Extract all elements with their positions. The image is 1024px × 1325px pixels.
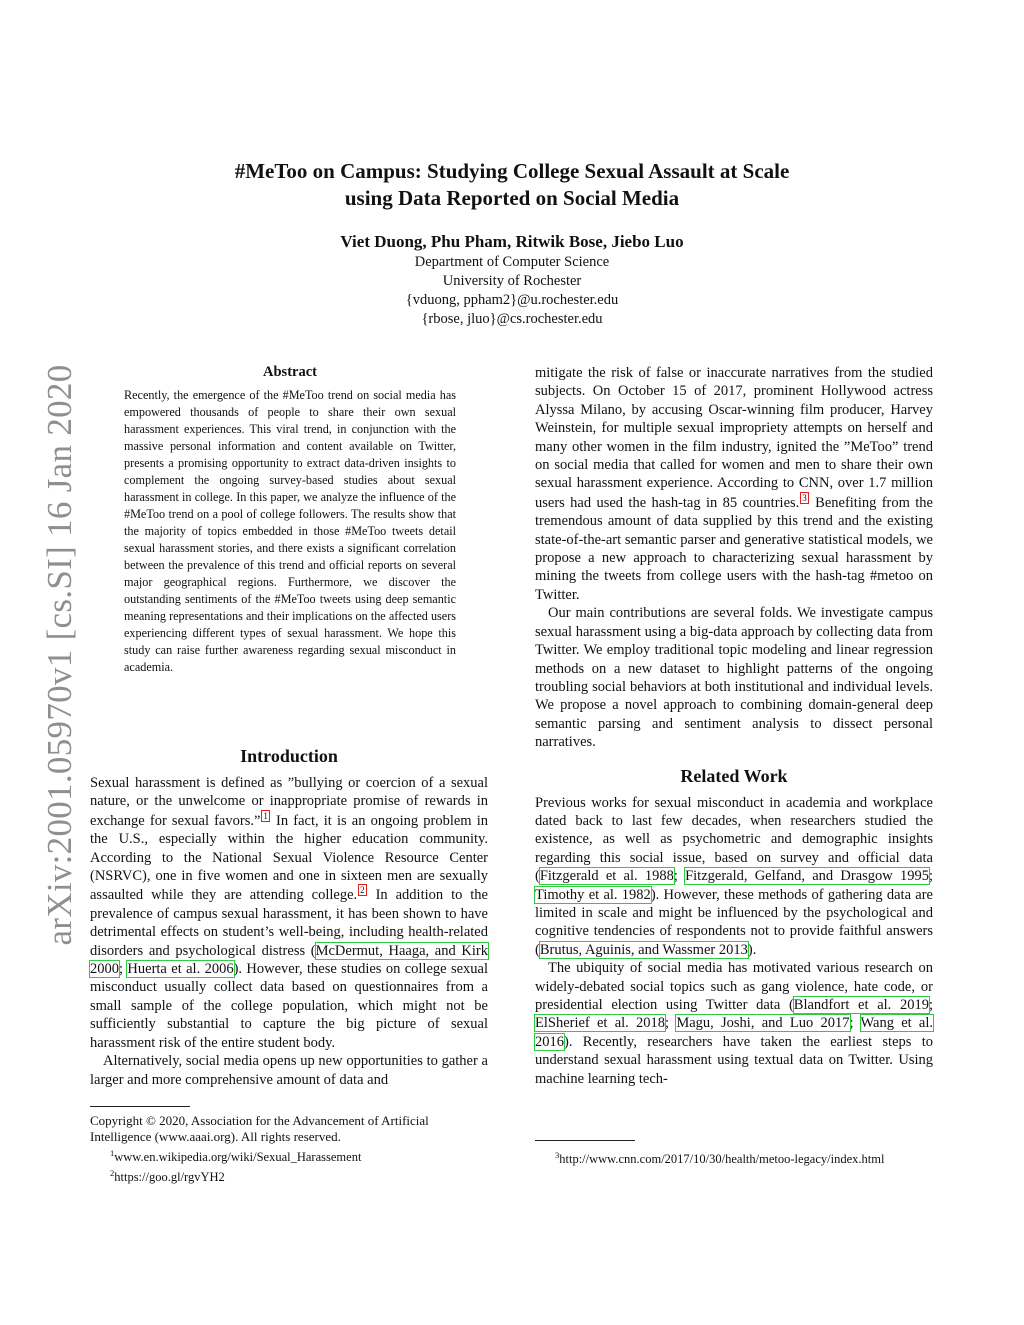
abstract-text: Recently, the emergence of the #MeToo trend on social media has empowered thousands of people to share their own sexual harassment experiences. This viral trend, in conjunction with the massive personal information and content available on Twitter, presents a promising opportunity to extract data-driven insights to complement the ongoing survey-based studies about sexual harassment in college. In this paper, we analyze the influence of the #MeToo trend on a pool of college followers. The results show that the majority of topics embedded in those #MeToo tweets detail sexual harassment stories, and there exists a significant correlation between the prevalence of this trend and official reports on several major geographical regions. Furthermore, we discover the outstanding sentiments of the #MeToo tweets using deep semantic meaning representations and their implications on the affected users experiencing different types of sexual harassment. We hope this study can raise further awareness regarding sexual misconduct in academia. xyxy=(124,388,456,674)
citation-link[interactable]: Fitzgerald et al. 1988 xyxy=(539,868,674,885)
citation-link[interactable]: Timothy et al. 1982 xyxy=(535,886,651,903)
email-line-1: {vduong, ppham2}@u.rochester.edu xyxy=(405,292,619,308)
university: University of Rochester xyxy=(442,273,582,289)
abstract-section xyxy=(124,364,456,676)
contributions-paragraph: Our main contributions are several folds. We investigate campus sexual harassment using a big-data approach by collecting data from Twitter. We employ traditional topic modeling and linear regression methods on a new dataset to highlight patterns of the ongoing troubling social behaviors at both institutional and individual levels. We propose a novel approach to combining domain-general deep semantic parsing and sentiment analysis to dissect personal narratives. xyxy=(535,605,933,751)
citation-separator: ; xyxy=(928,868,933,885)
related-text-d: The ubiquity of social media has motivated various research on widely-debated social topics such as gang violence, hate code, or presidential election using Twitter data ( xyxy=(535,960,933,1013)
author-list: Viet Duong, Phu Pham, Ritwik Bose, Jiebo Luo xyxy=(340,232,684,251)
footnote-3-mark: 3 xyxy=(555,1150,560,1160)
citation-separator: ; xyxy=(673,868,686,885)
right-column xyxy=(535,364,933,1088)
footnote-1-mark: 1 xyxy=(110,1148,115,1158)
footnote-link-2[interactable]: 2 xyxy=(360,885,365,896)
related-text-e: ). Recently, researchers have taken the earliest steps to understand sexual harassment using textual data on Twitter. Using machine learning tech- xyxy=(535,1033,933,1087)
related-text-b: ). However, these methods of gathering data are limited in scale and might be influenced by the psychological and cognitive tendencies of respondents not to provide faithful answers ( xyxy=(535,886,933,958)
paper-title xyxy=(120,158,904,212)
department: Department of Computer Science xyxy=(414,254,610,270)
related-work-paragraph-2 xyxy=(535,959,933,1088)
footnote-1-text: www.en.wikipedia.org/wiki/Sexual_Harassement xyxy=(114,1150,362,1164)
related-work-paragraph-1 xyxy=(535,794,933,960)
footnote-rule xyxy=(535,1140,635,1141)
affiliation xyxy=(120,253,904,329)
right-footnotes xyxy=(535,1132,933,1167)
related-work-heading: Related Work xyxy=(680,765,788,786)
intro-text-a: Sexual harassment is defined as ”bullying or coercion of a sexual nature, or the unwelcome or inappropriate promise of rewards in exchange for sexual favors.” xyxy=(90,775,488,829)
intro-text-c: In addition to the prevalence of campus sexual harassment, it has been shown to have detrimental effects on student’s well-being, including health-related disorders and psychological distress ( xyxy=(90,887,488,959)
footnote-link-1[interactable]: 1 xyxy=(263,810,268,821)
citation-link[interactable]: Blandfort et al. 2019 xyxy=(793,997,929,1013)
citation-link[interactable]: Magu, Joshi, and Luo 2017 xyxy=(676,1015,850,1032)
citation-link[interactable]: Huerta et al. 2006 xyxy=(127,961,234,978)
citation-separator: ; xyxy=(928,997,933,1013)
introduction-continuation xyxy=(535,364,933,604)
citation-link[interactable]: ElSherief et al. 2018 xyxy=(535,1015,666,1032)
citation-link[interactable]: Wang et al. 2016 xyxy=(535,1015,934,1050)
copyright-notice: Copyright © 2020, Association for the Advancement of Artificial Intelligence (www.aaai.org). All rights reserved. xyxy=(90,1113,429,1144)
intro-text-b: In fact, it is an ongoing problem in the U.S., especially within the higher education community. According to the National Sexual Violence Resource Center (NSRVC), one in five women and one in sixteen men are sexually assaulted while they are attending college. xyxy=(90,812,488,904)
abstract-heading: Abstract xyxy=(263,364,317,380)
left-column xyxy=(90,744,488,1089)
footnote-1 xyxy=(90,1145,488,1165)
left-footnotes xyxy=(90,1098,488,1185)
intro-cont-text-b: Benefiting from the tremendous amount of data supplied by this trend and the existing state-of-the-art semantic parser and generative statistical models, we propose a new approach to characterizing sexual harassment by mining the tweets from college users with the hash-tag #metoo on Twitter. xyxy=(535,494,933,603)
introduction-paragraph-1 xyxy=(90,774,488,1052)
citation-separator: ; xyxy=(665,1015,677,1032)
footnote-2-mark: 2 xyxy=(110,1168,115,1178)
introduction-heading: Introduction xyxy=(240,746,338,766)
intro-cont-text-a: mitigate the risk of false or inaccurate narratives from the studied subjects. On October 15 of 2017, prominent Hollywood actress Alyssa Milano, by accusing Oscar-winning film producer, Harvey Weinstein, for multiple sexual impropriety attempts on herself and many other women in the film industry, ignited the ”MeToo” trend on social media that called for women and men to share their own sexual harassment experience. According to CNN, over 1.7 million users had used the hash-tag in 85 countries. xyxy=(535,365,933,511)
citation-link[interactable]: Brutus, Aguinis, and Wassmer 2013 xyxy=(539,941,748,958)
footnote-link-3[interactable]: 3 xyxy=(802,492,807,503)
introduction-paragraph-2: Alternatively, social media opens up new opportunities to gather a larger and more comprehensive amount of data and xyxy=(90,1053,488,1088)
email-line-2: {rbose, jluo}@cs.rochester.edu xyxy=(421,311,603,327)
footnote-rule xyxy=(90,1106,190,1107)
citation-link[interactable]: McDermut, Haaga, and Kirk 2000 xyxy=(90,942,488,978)
title-line-2: using Data Reported on Social Media xyxy=(344,186,680,210)
citation-link[interactable]: Fitzgerald, Gelfand, and Drasgow 1995 xyxy=(685,868,929,885)
citation-separator: ; xyxy=(119,961,128,978)
title-line-1: #MeToo on Campus: Studying College Sexual Assault at Scale xyxy=(234,159,790,183)
footnote-2 xyxy=(90,1165,488,1185)
citation-separator: ; xyxy=(849,1015,861,1032)
arxiv-identifier: arXiv:2001.05970v1 [cs.SI] 16 Jan 2020 xyxy=(40,364,79,946)
related-text-c: ). xyxy=(747,941,757,958)
footnote-3-text: http://www.cnn.com/2017/10/30/health/metoo-legacy/index.html xyxy=(559,1152,885,1166)
footnote-2-text: https://goo.gl/rgvYH2 xyxy=(114,1170,225,1184)
footnote-3 xyxy=(535,1147,933,1167)
intro-text-d: ). However, these studies on college sexual misconduct usually collect data based on questionnaires from a small sample of the college population, which might not be sufficiently substantial to capture the big picture of sexual harassment risk of the entire student body. xyxy=(90,961,488,1051)
related-text-a: Previous works for sexual misconduct in academia and workplace dated back to last few decades, when researchers studied the existence, as well as psychometric and demographic insights regarding this social issue, based on survey and official data ( xyxy=(535,794,933,885)
